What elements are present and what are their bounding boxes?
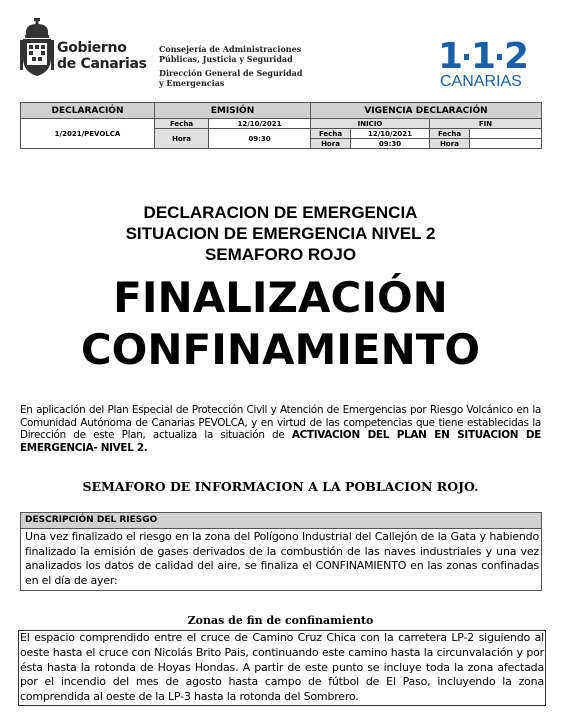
- semaforo-notice: SEMAFORO DE INFORMACION A LA POBLACION ROJO.: [82, 479, 479, 494]
- consejeria-line2: Públicas, Justicia y Seguridad: [159, 54, 293, 64]
- gobierno-line1: Gobierno: [57, 40, 127, 56]
- inicio-label: INICIO: [311, 119, 430, 129]
- riesgo-heading: DESCRIPCIÓN DEL RIESGO: [21, 513, 541, 529]
- declaration-info-table: [20, 102, 542, 149]
- intro-paragraph: [20, 404, 541, 454]
- big-title-line1: FINALIZACIÓN: [113, 273, 448, 322]
- header-declaracion: DECLARACIÓN: [21, 103, 155, 119]
- logo-digit-1: 1: [438, 36, 463, 77]
- inicio-hora-value: 09:30: [351, 139, 430, 149]
- inicio-fecha-value: 12/10/2021: [351, 129, 430, 139]
- inicio-fecha-label: Fecha: [311, 129, 351, 139]
- consejeria-block: [159, 44, 302, 88]
- fin-fecha-value: [470, 129, 542, 139]
- coat-of-arms-icon: [20, 18, 54, 80]
- fin-hora-label: Hora: [430, 139, 470, 149]
- title-line2: SITUACION DE EMERGENCIA NIVEL 2: [125, 224, 436, 243]
- gobierno-wordmark: [57, 40, 147, 72]
- header-emision: EMISIÓN: [155, 103, 311, 119]
- declaracion-id: 1/2021/PEVOLCA: [21, 119, 155, 149]
- emision-fecha-value: 12/10/2021: [209, 119, 311, 129]
- logo-112-number: [438, 36, 528, 77]
- logo-digit-3: 2: [503, 36, 528, 77]
- intro-bold-text: ACTIVACION DEL PLAN EN SITUACION DE EMERGENCIA- NIVEL 2.: [20, 429, 541, 454]
- direccion-line1: Dirección General de Seguridad: [159, 68, 303, 78]
- inicio-hora-label: Hora: [311, 139, 351, 149]
- riesgo-body: Una vez finalizado el riesgo en la zona del Polígono Industrial del Callejón de la Gata y habiendo finalizado la emisión de gases derivados de la combustión de las naves industriales y una vez analizados los datos de calidad del aire, se finaliza el CONFINAMIENTO en las zonas confinadas en el día de ayer:: [25, 530, 539, 587]
- big-title: [20, 272, 541, 376]
- logo-112-canarias: [438, 36, 528, 90]
- emision-hora-value: 09:30: [209, 129, 311, 149]
- fin-label: FIN: [430, 119, 542, 129]
- header-vigencia: VIGENCIA DECLARACIÓN: [311, 103, 542, 119]
- logo-digit-2: 1: [470, 36, 496, 77]
- logo-dot-icon: [497, 54, 502, 60]
- zonas-body: El espacio comprendido entre el cruce de Camino Cruz Chica con la carretera LP-2 siguiendo al oeste hasta el cruce con Nicolás Brito Pais, continuando este camino hasta la circunvalación y por ésta hasta la rotonda de Hoyas Hondas. A partir de este punto se incluye toda la zona afectada por el incendio del mes de agosto hasta campo de fútbol de El Paso, incluyendo la zona comprendida al oeste de la LP-3 hasta la rotonda del Sombrero.: [18, 630, 546, 706]
- big-title-line2: CONFINAMIENTO: [80, 325, 481, 374]
- emision-fecha-label: Fecha: [155, 119, 209, 129]
- intro-text: En aplicación del Plan Especial de Protección Civil y Atención de Emergencias por Riesgo Volcánico en la Comunidad Autónoma de Canarias PEVOLCA, y en virtud de las competencias que tiene establecidas la Dirección de este Plan, actualiza la situación de: [20, 404, 541, 441]
- fin-hora-value: [470, 139, 542, 149]
- emision-hora-label: Hora: [155, 129, 209, 149]
- consejeria-line1: Consejería de Administraciones: [159, 44, 302, 54]
- logo-112-subtitle: CANARIAS: [440, 73, 522, 90]
- direccion-line2: y Emergencias: [159, 78, 225, 88]
- title-line3: SEMAFORO ROJO: [204, 245, 357, 264]
- emergency-titles: [20, 202, 541, 265]
- logo-dot-icon: [464, 54, 469, 60]
- document-header: [0, 0, 576, 100]
- fin-fecha-label: Fecha: [430, 129, 470, 139]
- riesgo-section: [20, 512, 542, 591]
- zonas-title: Zonas de fin de confinamiento: [187, 614, 374, 627]
- gobierno-line2: de Canarias: [57, 56, 147, 72]
- title-line1: DECLARACION DE EMERGENCIA: [143, 203, 418, 222]
